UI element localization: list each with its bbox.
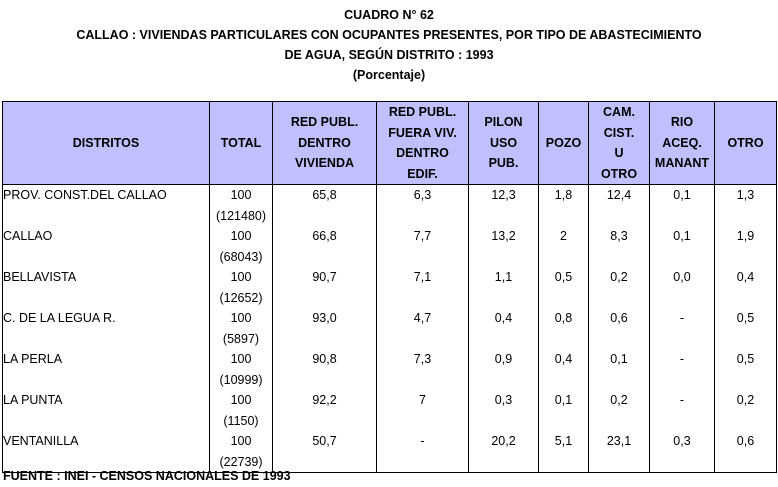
value-cell-red-fuera: 7,1 (377, 267, 469, 308)
table-unit: (Porcentaje) (352, 68, 426, 82)
column-header-line: CAM. (603, 105, 635, 119)
value-cell-rio: - (650, 390, 715, 431)
source-note: FUENTE : INEI - CENSOS NACIONALES DE 1993 (3, 469, 291, 483)
table-row (3, 308, 777, 349)
value-cell-pilon: 13,2 (469, 226, 539, 267)
column-header-line: PILON (484, 115, 523, 130)
value-cell-otro: 0,4 (715, 267, 777, 308)
value-cell-rio: 0,1 (650, 226, 715, 267)
column-header (3, 102, 210, 185)
total-cell (210, 431, 273, 473)
total-percent: 100 (230, 188, 252, 202)
value-cell-otro: 0,2 (715, 390, 777, 431)
table-number: CUADRO N° 62 (344, 8, 434, 22)
column-header-line: VIVIENDA (294, 156, 355, 171)
column-header (377, 102, 469, 185)
column-header (469, 102, 539, 185)
table-row (3, 431, 777, 473)
value-cell-camion: 0,1 (589, 349, 650, 390)
value-cell-otro: 0,5 (715, 308, 777, 349)
value-cell-pilon: 1,1 (469, 267, 539, 308)
water-supply-table (2, 101, 777, 473)
total-cell (210, 390, 273, 431)
value-cell-camion: 0,6 (589, 308, 650, 349)
column-header-line: DENTRO (298, 135, 351, 150)
value-cell-rio: - (650, 308, 715, 349)
value-cell-red-dentro: 92,2 (273, 390, 377, 431)
column-header-line: ACEQ. (662, 135, 702, 150)
value-cell-rio: - (650, 349, 715, 390)
district-name: VENTANILLA (3, 431, 210, 473)
table-row (3, 267, 777, 308)
value-cell-red-fuera: 7,7 (377, 226, 469, 267)
total-count: (5897) (222, 331, 260, 346)
value-cell-camion: 0,2 (589, 267, 650, 308)
total-count: (22739) (219, 454, 263, 469)
column-header-line: RED PUBL. (290, 115, 359, 130)
column-header-line: USO (489, 135, 518, 150)
column-header (589, 102, 650, 185)
value-cell-red-dentro: 90,7 (273, 267, 377, 308)
total-cell (210, 185, 273, 227)
value-cell-red-fuera: 6,3 (377, 185, 469, 227)
column-header-line: RIO (670, 115, 694, 130)
district-name: CALLAO (3, 226, 210, 267)
value-cell-red-fuera: 4,7 (377, 308, 469, 349)
value-cell-red-dentro: 50,7 (273, 431, 377, 473)
total-cell (210, 226, 273, 267)
value-cell-otro: 1,3 (715, 185, 777, 227)
table-row (3, 349, 777, 390)
value-cell-rio: 0,1 (650, 185, 715, 227)
value-cell-pilon: 0,3 (469, 390, 539, 431)
value-cell-otro: 0,5 (715, 349, 777, 390)
value-cell-camion: 0,2 (589, 390, 650, 431)
column-header-line: DISTRITOS (72, 135, 140, 150)
total-percent: 100 (230, 229, 252, 243)
total-percent: 100 (230, 270, 252, 284)
value-cell-red-dentro: 66,8 (273, 226, 377, 267)
value-cell-pozo: 2 (539, 226, 589, 267)
column-header-line: PUB. (488, 156, 519, 171)
column-header-line: EDIF. (407, 166, 438, 181)
value-cell-red-fuera: 7,3 (377, 349, 469, 390)
total-count: (1150) (223, 413, 259, 428)
column-header-line: CIST. (603, 125, 635, 140)
value-cell-red-fuera: - (377, 431, 469, 473)
total-count: (10999) (219, 372, 263, 387)
value-cell-rio: 0,3 (650, 431, 715, 473)
table-row (3, 226, 777, 267)
total-percent: 100 (230, 393, 252, 407)
value-cell-otro: 1,9 (715, 226, 777, 267)
table-title-line-1: CALLAO : VIVIENDAS PARTICULARES CON OCUPANTES PRESENTES, POR TIPO DE ABASTECIMIENTO (76, 28, 702, 42)
total-cell (210, 349, 273, 390)
column-header-line: MANANT (654, 156, 710, 171)
total-percent: 100 (230, 352, 252, 366)
table-row (3, 390, 777, 431)
column-header-line: RED PUBL. (388, 105, 457, 119)
total-count: (121480) (215, 208, 267, 223)
value-cell-pozo: 0,1 (539, 390, 589, 431)
value-cell-camion: 8,3 (589, 226, 650, 267)
value-cell-pozo: 1,8 (539, 185, 589, 227)
value-cell-pilon: 0,4 (469, 308, 539, 349)
district-name: BELLAVISTA (3, 267, 210, 308)
district-name: PROV. CONST.DEL CALLAO (3, 185, 210, 227)
district-name: LA PUNTA (3, 390, 210, 431)
column-header (650, 102, 715, 185)
total-percent: 100 (230, 434, 252, 448)
column-header-line: POZO (545, 135, 582, 150)
total-count: (68043) (219, 249, 263, 264)
value-cell-pozo: 0,8 (539, 308, 589, 349)
table-body (3, 185, 777, 473)
value-cell-red-dentro: 90,8 (273, 349, 377, 390)
value-cell-camion: 23,1 (589, 431, 650, 473)
value-cell-pozo: 5,1 (539, 431, 589, 473)
header-row (3, 102, 777, 185)
table-title-block (0, 5, 778, 85)
value-cell-pozo: 0,4 (539, 349, 589, 390)
value-cell-otro: 0,6 (715, 431, 777, 473)
column-header-line: U (614, 146, 624, 160)
district-name: C. DE LA LEGUA R. (3, 308, 210, 349)
total-count: (12652) (219, 290, 263, 305)
value-cell-red-dentro: 93,0 (273, 308, 377, 349)
total-cell (210, 308, 273, 349)
value-cell-rio: 0,0 (650, 267, 715, 308)
column-header-line: OTRO (727, 135, 764, 150)
value-cell-pilon: 0,9 (469, 349, 539, 390)
value-cell-camion: 12,4 (589, 185, 650, 227)
table-row (3, 185, 777, 227)
total-percent: 100 (230, 311, 252, 325)
total-cell (210, 267, 273, 308)
column-header-line: FUERA VIV. (388, 125, 457, 140)
district-name: LA PERLA (3, 349, 210, 390)
value-cell-red-fuera: 7 (377, 390, 469, 431)
column-header (210, 102, 273, 185)
column-header (273, 102, 377, 185)
value-cell-pilon: 20,2 (469, 431, 539, 473)
table-title-line-2: DE AGUA, SEGÚN DISTRITO : 1993 (284, 48, 494, 62)
column-header (539, 102, 589, 185)
value-cell-red-dentro: 65,8 (273, 185, 377, 227)
value-cell-pozo: 0,5 (539, 267, 589, 308)
column-header (715, 102, 777, 185)
column-header-line: DENTRO (396, 146, 449, 160)
column-header-line: TOTAL (220, 135, 262, 150)
column-header-line: OTRO (600, 166, 638, 181)
value-cell-pilon: 12,3 (469, 185, 539, 227)
